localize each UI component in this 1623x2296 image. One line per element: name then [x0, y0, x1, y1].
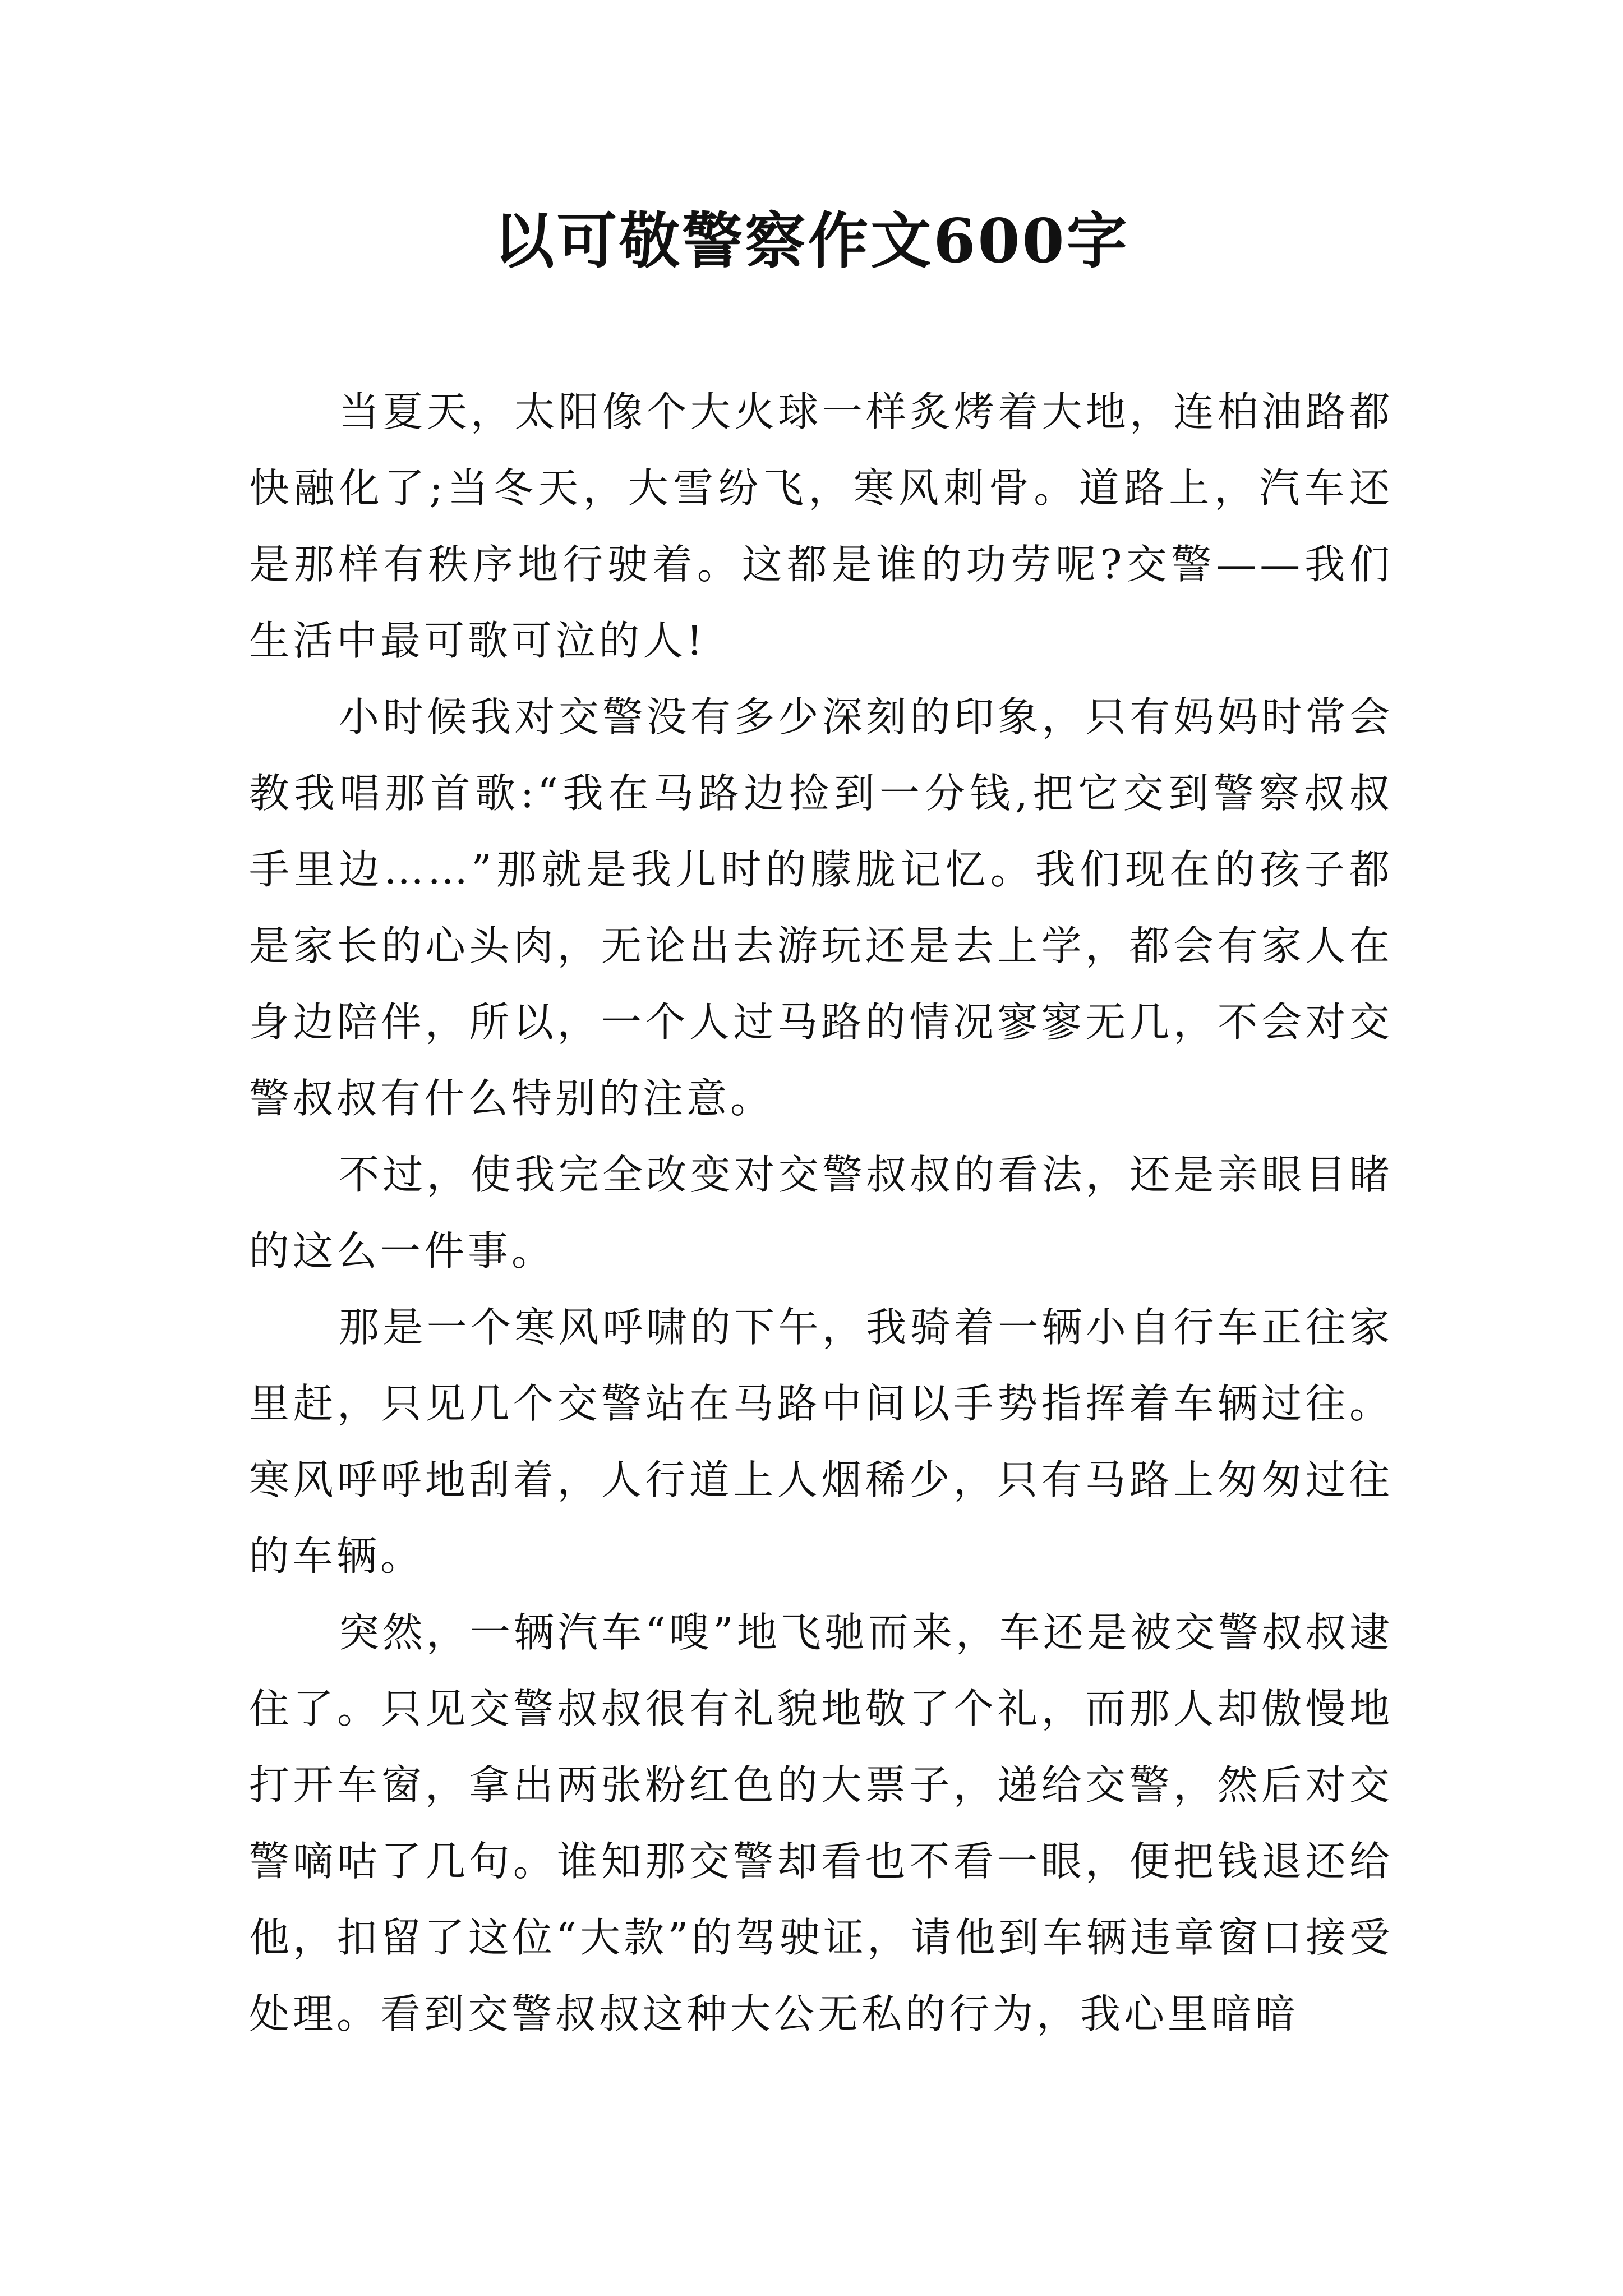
paragraph-3: 不过，使我完全改变对交警叔叔的看法，还是亲眼目睹的这么一件事。	[249, 1151, 1393, 1274]
paragraph-5: 突然，一辆汽车“嗖”地飞驰而来，车还是被交警叔叔逮住了。只见交警叔叔很有礼貌地敬了个礼，而那人却傲慢地打开车窗，拿出两张粉红色的大票子，递给交警，然后对交警嘀咕了几句。谁知那交警却看也不看一眼，便把钱退还给他，扣留了这位“大款”的驾驶证，请他到车辆违章窗口接受处理。看到交警叔叔这种大公无私的行为，我心里暗暗	[249, 1609, 1393, 2037]
paragraph-2: 小时候我对交警没有多少深刻的印象，只有妈妈时常会教我唱那首歌:“我在马路边捡到一分钱,把它交到警察叔叔手里边……”那就是我儿时的朦胧记忆。我们现在的孩子都是家长的心头肉，无论出去游玩还是去上学，都会有家人在身边陪伴，所以，一个人过马路的情况寥寥无几，不会对交警叔叔有什么特别的注意。	[249, 693, 1393, 1122]
document-title: 以可敬警察作文600字	[494, 206, 1129, 277]
paragraph-4: 那是一个寒风呼啸的下午，我骑着一辆小自行车正往家里赶，只见几个交警站在马路中间以手势指挥着车辆过往。寒风呼呼地刮着，人行道上人烟稀少，只有马路上匆匆过往的车辆。	[249, 1304, 1393, 1580]
paragraph-1: 当夏天，太阳像个大火球一样炙烤着大地，连柏油路都快融化了;当冬天，大雪纷飞，寒风刺骨。道路上，汽车还是那样有秩序地行驶着。这都是谁的功劳呢?交警——我们生活中最可歌可泣的人!	[249, 388, 1393, 664]
document-body	[249, 374, 1393, 2052]
